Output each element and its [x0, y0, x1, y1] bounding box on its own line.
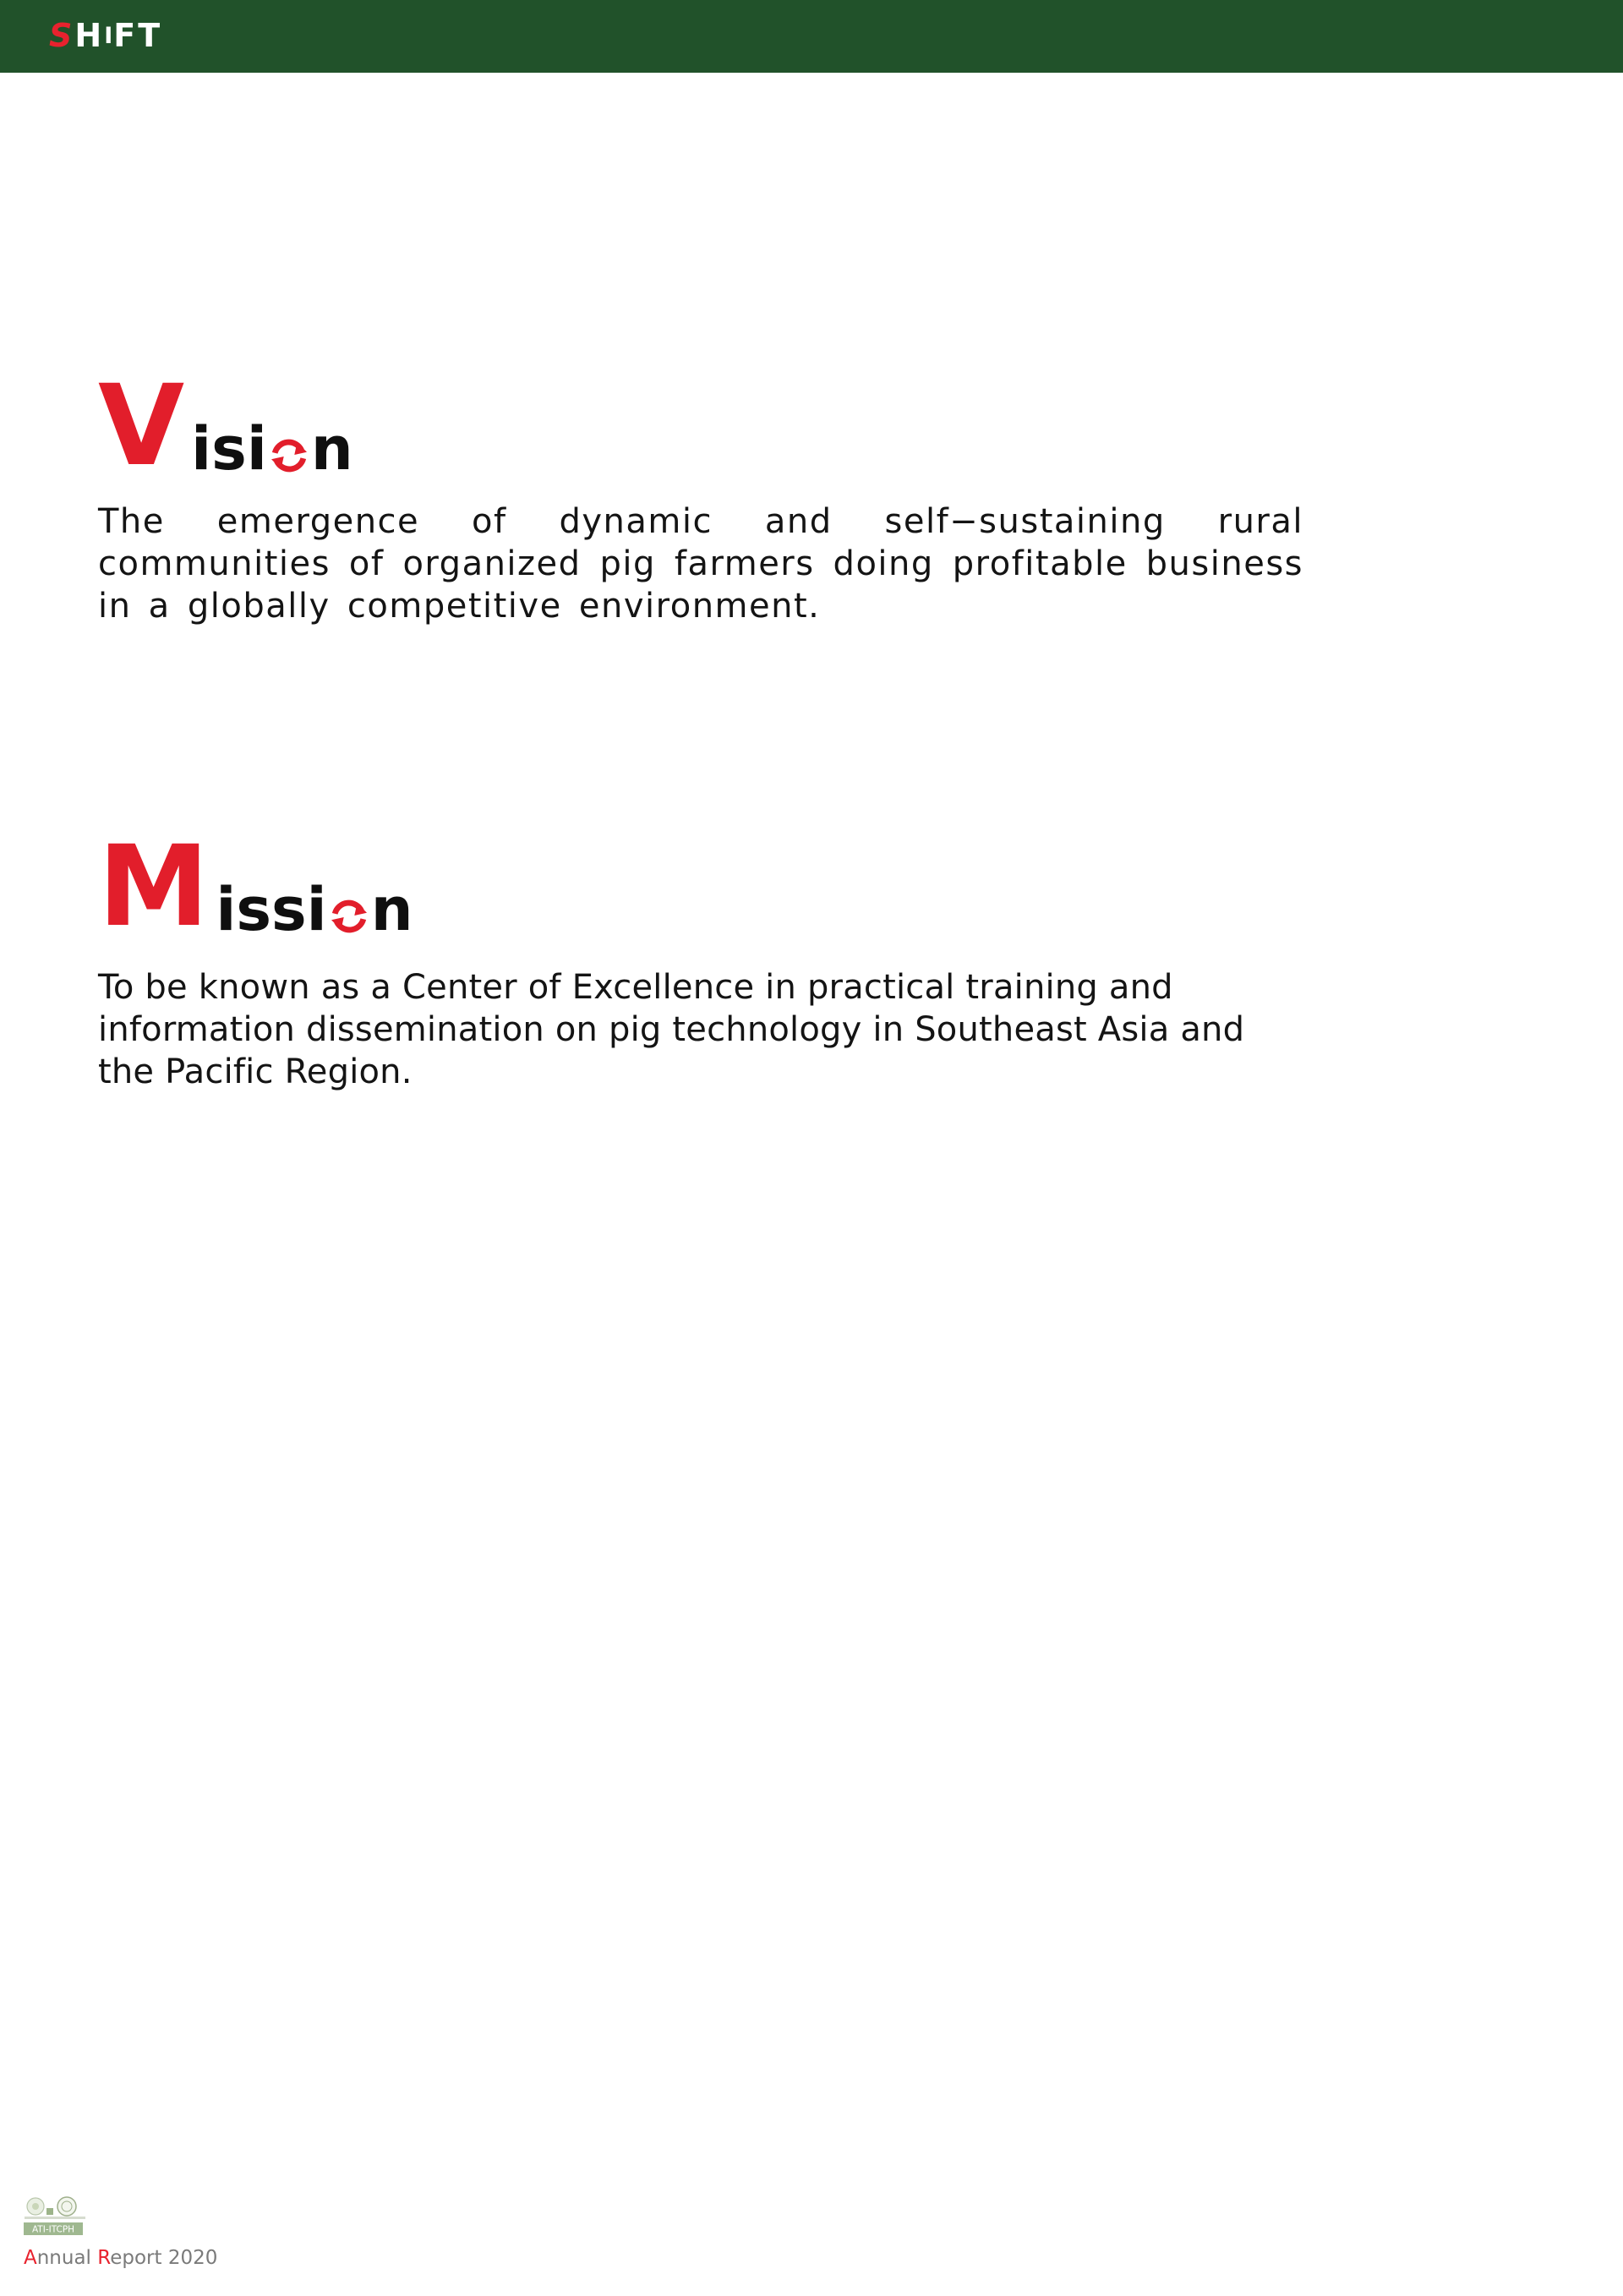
vision-heading-end: n — [310, 413, 353, 484]
vision-heading — [98, 361, 353, 491]
annual-report-label — [24, 2247, 217, 2269]
top-banner — [0, 0, 1623, 73]
mission-heading — [98, 822, 413, 952]
cycle-arrows-icon — [331, 899, 367, 934]
vision-statement: The emergence of dynamic and self−sustaining rural communities of organized pig farmers doing profitable business in a globally competitive environment. — [98, 502, 1303, 626]
vision-heading-rest — [191, 413, 353, 484]
report-letter-a: A — [24, 2247, 37, 2269]
brand-letters-ft: FT — [113, 17, 163, 54]
mission-heading-rest — [216, 874, 413, 944]
vision-heading-mid: isi — [191, 413, 267, 484]
mission-heading-mid: issi — [216, 874, 327, 944]
mission-statement: To be known as a Center of Excellence in practical training and information dissemination on pig technology in Southeast Asia and the Pacific Region. — [98, 968, 1245, 1091]
cycle-arrows-icon — [271, 438, 307, 473]
brand-letter-h: H — [74, 17, 105, 54]
mission-heading-end: n — [370, 874, 413, 944]
report-word-eport: eport 2020 — [110, 2247, 218, 2269]
report-word-nnual: nnual — [36, 2247, 98, 2269]
brand-letter-s: S — [49, 17, 75, 54]
logo-caption: ATI-ITCPH — [31, 2224, 75, 2235]
mission-heading-initial: M — [98, 822, 210, 952]
shift-logo — [49, 17, 162, 54]
vision-heading-initial: V — [98, 361, 185, 491]
brand-letter-i: I — [104, 22, 114, 49]
report-letter-r: R — [97, 2247, 111, 2269]
footer-logo-icon — [23, 2196, 87, 2237]
